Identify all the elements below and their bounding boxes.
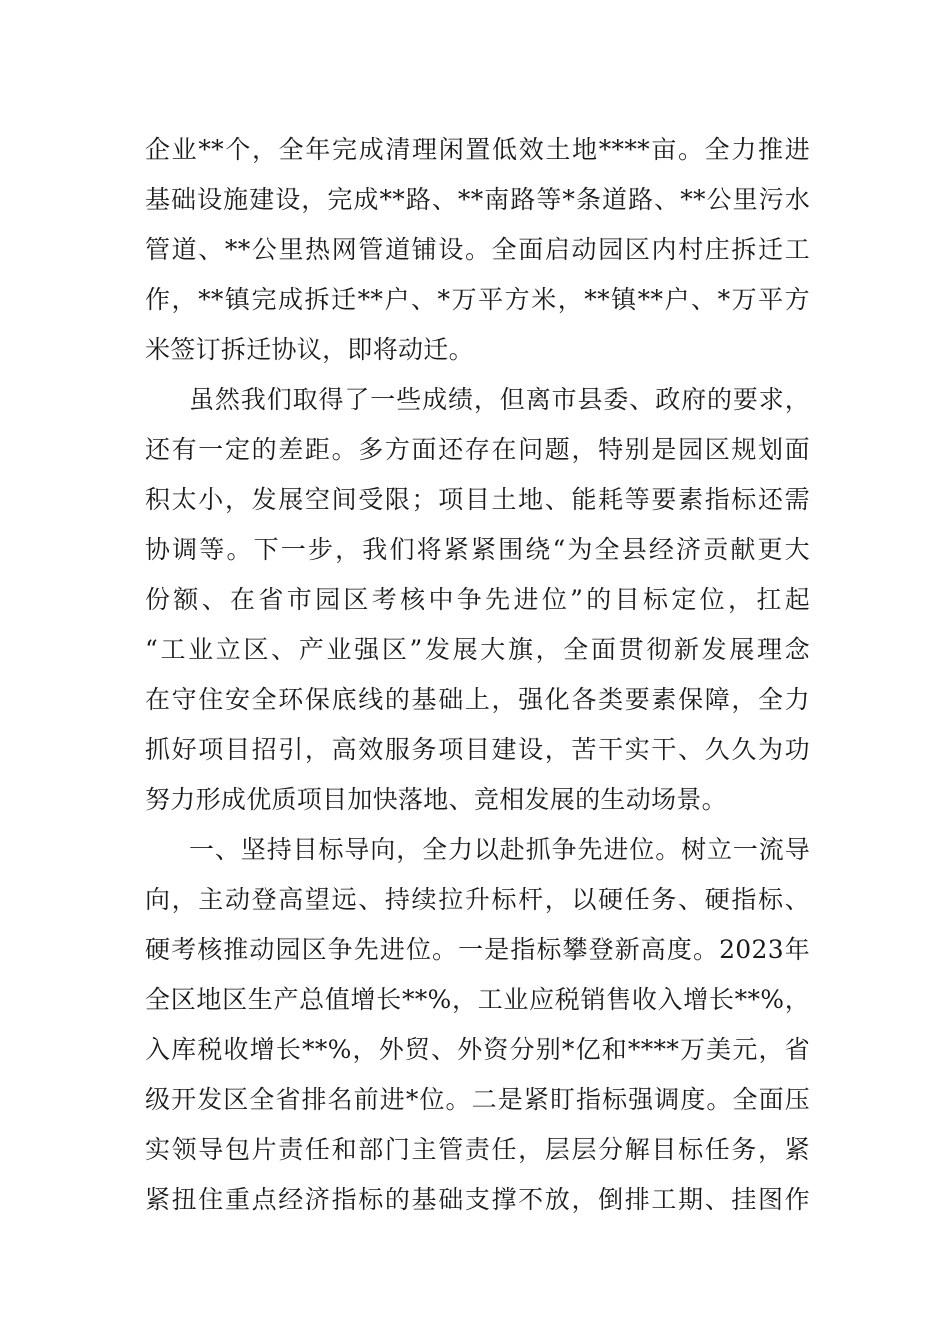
paragraph-3-line-8: 紧扭住重点经济指标的基础支撑不放，倒排工期、挂图作 xyxy=(145,1185,810,1214)
paragraph-2-line-6: “工业立区、产业强区”发展大旗，全面贯彻新发展理念 xyxy=(145,635,810,664)
paragraph-1-line-4: 作，**镇完成拆迁**户、*万平方米，**镇**户、*万平方 xyxy=(145,285,810,314)
paragraph-2-line-2: 还有一定的差距。多方面还存在问题，特别是园区规划面 xyxy=(145,435,810,464)
paragraph-3-line-6: 级开发区全省排名前进*位。二是紧盯指标强调度。全面压 xyxy=(145,1085,810,1114)
paragraph-2-line-7: 在守住安全环保底线的基础上，强化各类要素保障，全力 xyxy=(145,685,810,714)
paragraph-2-line-4: 协调等。下一步，我们将紧紧围绕“为全县经济贡献更大 xyxy=(145,535,810,564)
paragraph-2-line-9: 努力形成优质项目加快落地、竞相发展的生动场景。 xyxy=(145,785,727,814)
paragraph-1-line-1: 企业**个，全年完成清理闲置低效土地****亩。全力推进 xyxy=(145,135,810,164)
paragraph-3-line-3: 硬考核推动园区争先进位。一是指标攀登新高度。2023年 xyxy=(145,935,810,964)
paragraph-3-line-1: 一、坚持目标导向，全力以赴抓争先进位。树立一流导 xyxy=(189,835,810,864)
paragraph-2-line-3: 积太小，发展空间受限；项目土地、能耗等要素指标还需 xyxy=(145,485,810,514)
document-body xyxy=(145,125,810,1225)
paragraph-3-line-2: 向，主动登高望远、持续拉升标杆，以硬任务、硬指标、 xyxy=(145,885,810,914)
paragraph-2-line-1: 虽然我们取得了一些成绩，但离市县委、政府的要求， xyxy=(189,385,810,414)
paragraph-1-line-2: 基础设施建设，完成**路、**南路等*条道路、**公里污水 xyxy=(145,185,810,214)
paragraph-1-line-3: 管道、**公里热网管道铺设。全面启动园区内村庄拆迁工 xyxy=(145,235,810,264)
paragraph-3-line-5: 入库税收增长**%，外贸、外资分别*亿和****万美元，省 xyxy=(145,1035,810,1064)
paragraph-3-line-4: 全区地区生产总值增长**%，工业应税销售收入增长**%， xyxy=(145,985,810,1014)
paragraph-3-line-7: 实领导包片责任和部门主管责任，层层分解目标任务，紧 xyxy=(145,1135,810,1164)
paragraph-2-line-5: 份额、在省市园区考核中争先进位”的目标定位，扛起 xyxy=(145,585,810,614)
paragraph-1-line-5: 米签订拆迁协议，即将动迁。 xyxy=(145,335,474,364)
paragraph-2-line-8: 抓好项目招引，高效服务项目建设，苦干实干、久久为功 xyxy=(145,735,810,764)
